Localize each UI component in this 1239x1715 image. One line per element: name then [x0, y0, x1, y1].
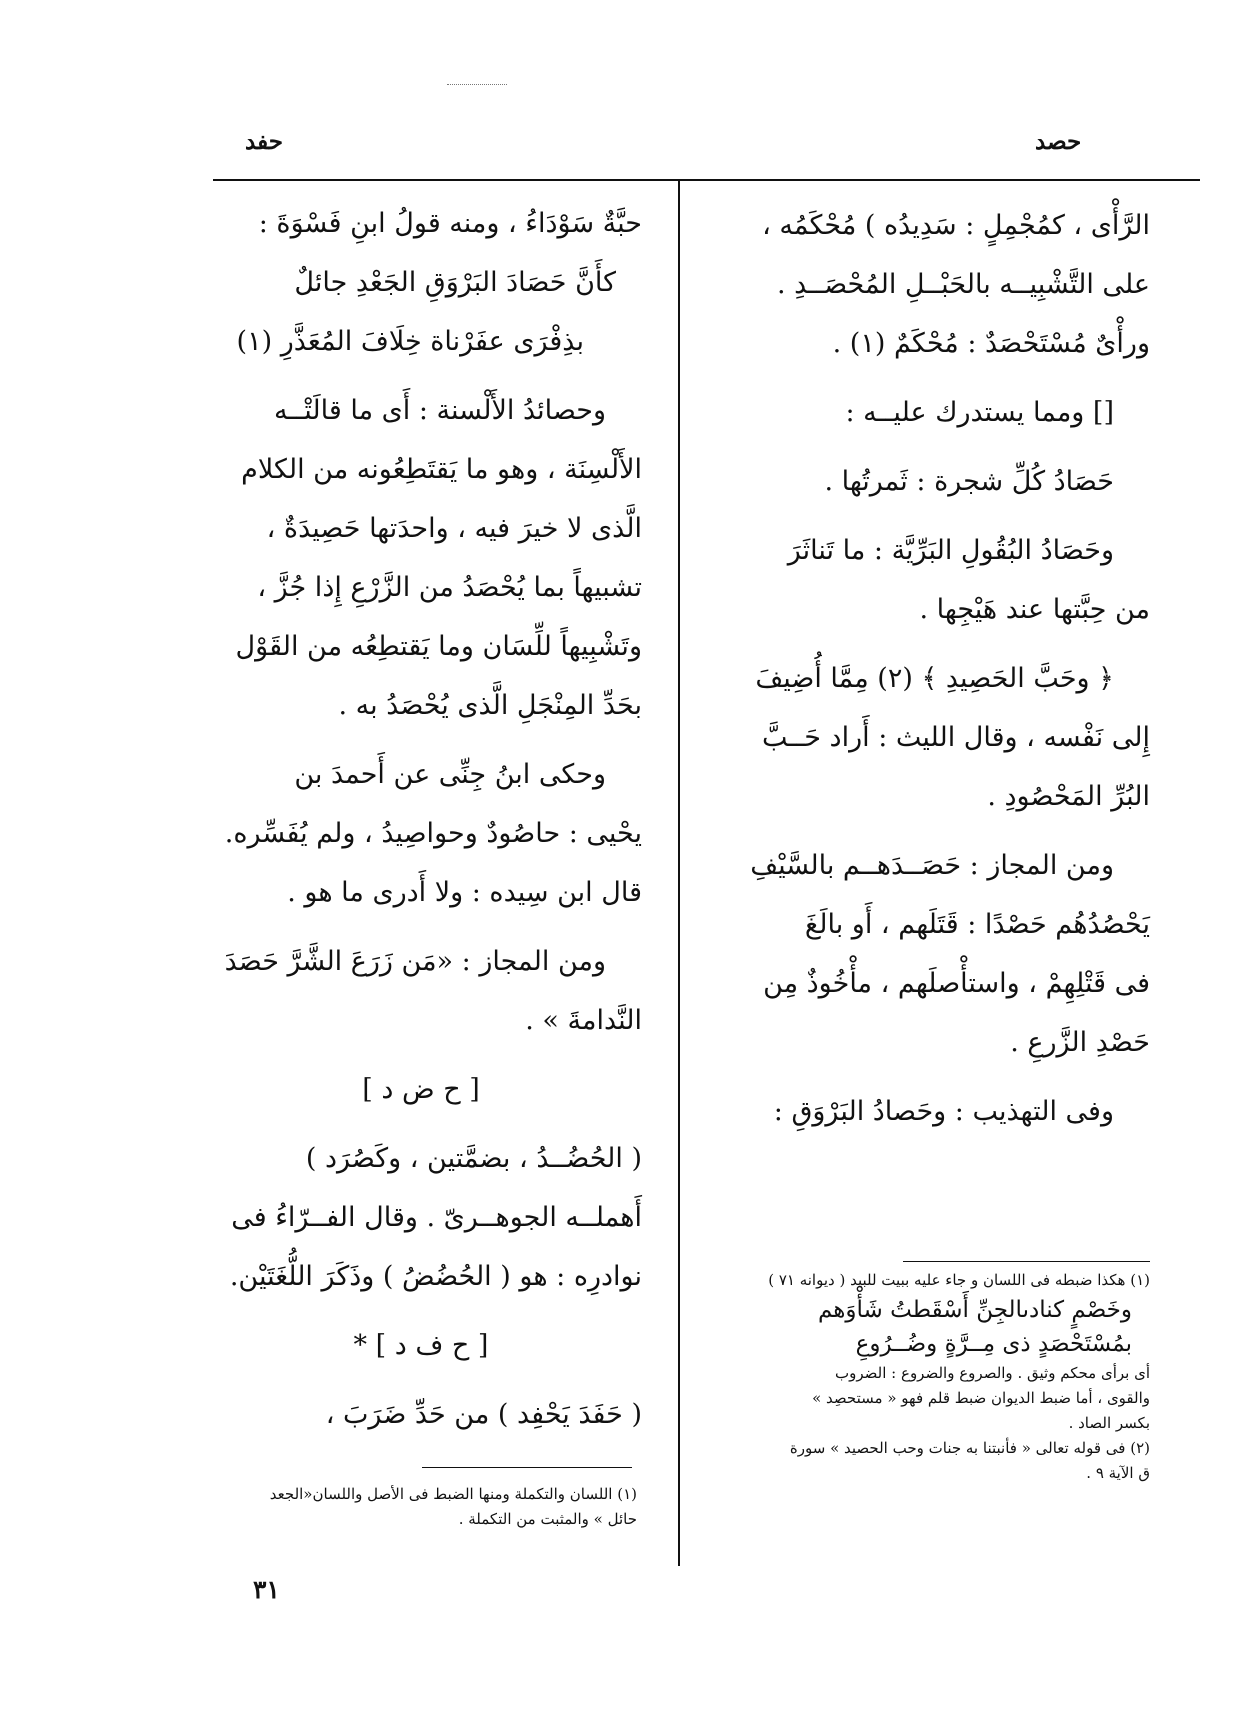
- text-line: حَصَادُ كُلِّ شجرة : ثَمرتُها .: [824, 466, 1114, 497]
- text-line: قال ابن سِيده : ولا أَدرى ما هو .: [287, 877, 642, 908]
- text-line: ومن المجاز : حَصَــدَهــم بالسَّيْفِ: [750, 850, 1114, 881]
- verse-line: كأَنَّ حَصَادَ البَرْوَقِ الجَعْدِ جائلٌ: [294, 267, 616, 298]
- text-line: [] ومما يستدرك عليــه :: [845, 397, 1114, 428]
- footnote-line: أى برأى محكم وثيق . والصروع والضروع : الضروب: [835, 1364, 1150, 1382]
- text-line: تشبيهاً بما يُحْصَدُ من الزَّرْعِ إِذا جُزَّ ،: [257, 572, 642, 603]
- footnotes-left: [195, 1482, 637, 1532]
- text-line: البُرِّ المَحْصُودِ .: [987, 781, 1150, 812]
- text-line: ( الحُضُــدُ ، بضمَّتين ، وكَصُرَد ): [305, 1143, 642, 1174]
- text-line: فى قَتْلِهِمْ ، واستأْصلَهم ، مأْخُوذٌ مِن: [763, 968, 1150, 999]
- footnote-verse: وخَصْمٍ كنادىالجِنِّ أَسْقَطتُ شَأْوَهم: [818, 1297, 1132, 1323]
- text-line: ورأْىٌ مُسْتَحْصَدٌ : مُحْكَمٌ (١) .: [832, 328, 1150, 359]
- footnote-rule-right: [903, 1261, 1150, 1262]
- text-line: وحصائدُ الأَلْسنة : أَى ما قالَتْــه: [273, 395, 606, 426]
- verse-line: بذِفْرَى عفَرْناة خِلَافَ المُعَذَّرِ (١): [236, 326, 584, 357]
- header-rule: [213, 179, 1200, 181]
- footnote-line: (٢) فى قوله تعالى « فأنبتنا به جنات وحب الحصيد » سورة: [789, 1439, 1150, 1457]
- footnote-rule-left: [422, 1467, 632, 1468]
- running-head-left: حفد: [245, 128, 283, 155]
- footnotes-right: [715, 1268, 1150, 1486]
- text-line: وفى التهذيب : وحَصادُ البَرْوَقِ :: [773, 1096, 1114, 1127]
- footnote-line: حائل » والمثبت من التكملة .: [458, 1510, 637, 1528]
- running-head-right: حصد: [1035, 128, 1082, 155]
- text-line: إِلى نَفْسه ، وقال الليث : أَراد حَــبَّ: [761, 722, 1150, 753]
- entry-heading: [ ح ف د ] *: [353, 1330, 489, 1361]
- page-number: ٣١: [253, 1575, 280, 1604]
- left-column: [200, 194, 642, 1444]
- text-line: الَّذى لا خيرَ فيه ، واحدَتها حَصِيدَةٌ ،: [266, 513, 642, 544]
- text-line: وحَصَادُ البُقُولِ البَرِّيَّة : ما تَناثَرَ: [787, 535, 1114, 566]
- text-line: يَحْصُدُهُم حَصْدًا : قَتَلَهم ، أَو بالَغَ: [804, 909, 1150, 940]
- text-line: أَهملــه الجوهــرىّ . وقال الفــرّاءُ فى: [231, 1202, 642, 1233]
- text-line: من حِبَّتها عند هَيْجِها .: [919, 594, 1150, 625]
- footnote-line: بكسر الصاد .: [1068, 1414, 1150, 1432]
- text-line: ومن المجاز : «مَن زَرَعَ الشَّرَّ حَصَدَ: [224, 946, 606, 977]
- footnote-line: (١) اللسان والتكملة ومنها الضبط فى الأصل واللسان«الجعد: [269, 1485, 637, 1503]
- text-line: ( حَفَدَ يَحْفِد ) من حَدِّ ضَرَبَ ،: [325, 1399, 642, 1430]
- text-line: بحَدِّ المِنْجَلِ الَّذى يُحْصَدُ به .: [338, 690, 642, 721]
- column-divider: [678, 181, 680, 1566]
- text-line: النَّدامةَ » .: [525, 1005, 642, 1036]
- entry-heading: [ ح ض د ]: [362, 1074, 480, 1105]
- text-line: حَصْدِ الزَّرعِ .: [1010, 1027, 1150, 1058]
- right-column: [715, 196, 1150, 1141]
- text-line: يحْيى : حاصُودٌ وحواصِيدُ ، ولم يُفَسِّره.: [224, 818, 642, 849]
- text-line: حبَّةٌ سَوْدَاءُ ، ومنه قولُ ابنِ فَسْوَةَ :: [258, 208, 642, 239]
- text-line: الرَّأْى ، كمُجْمِلٍ : سَدِيدُه ) مُحْكَمُه ،: [762, 210, 1150, 241]
- text-line: الأَلْسِنَة ، وهو ما يَقتَطِعُونه من الكلام: [241, 454, 642, 485]
- footnote-line: ق الآية ٩ .: [1086, 1464, 1150, 1482]
- footnote-line: والقوى ، أما ضبط الديوان ضبط قلم فهو « مستحصِد »: [812, 1389, 1150, 1407]
- footnote-line: (١) هكذا ضبطه فى اللسان و جاء عليه ببيت للبيد ( ديوانه ٧١ ): [768, 1271, 1150, 1289]
- text-line: ﴿ وحَبَّ الحَصِيدِ ﴾ (٢) مِمَّا أُضِيفَ: [755, 663, 1114, 694]
- text-line: نوادرِه : هو ( الحُضُضُ ) وذَكَرَ اللُّغَتَيْن.: [229, 1261, 642, 1292]
- text-line: على التَّشْبِيــه بالحَبْــلِ المُحْصَــدِ .: [776, 269, 1150, 300]
- footnote-verse: بمُسْتَحْصَدٍ ذى مِــرَّةٍ وضُــرُوعِ: [855, 1331, 1132, 1357]
- text-line: وتَشْبِيهاً للِّسَان وما يَقتطِعُه من القَوْل: [235, 631, 642, 662]
- scan-specks: [447, 84, 507, 85]
- text-line: وحكى ابنُ جِنِّى عن أَحمدَ بن: [294, 759, 606, 790]
